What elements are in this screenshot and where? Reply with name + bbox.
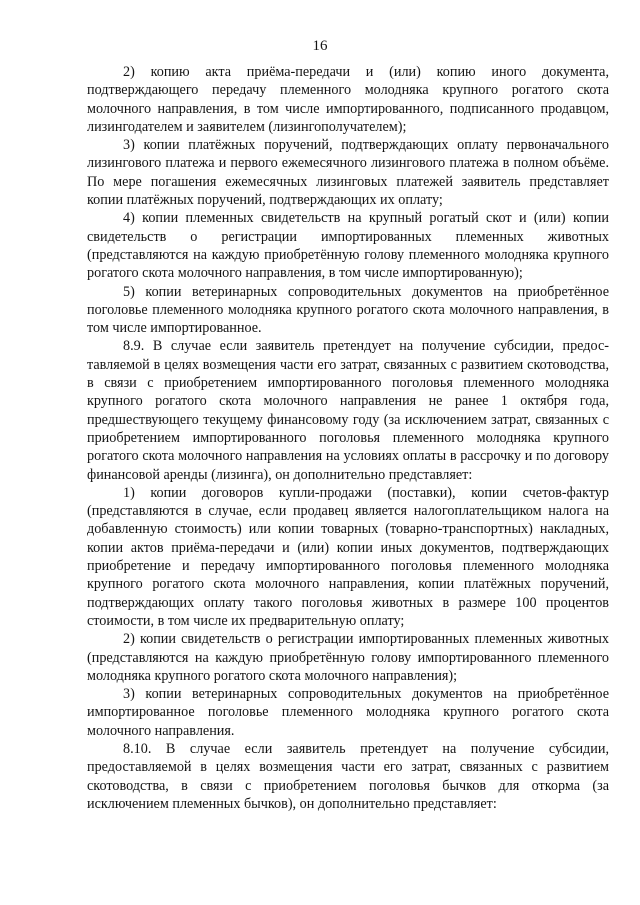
paragraph-8-9-item-1-contracts: 1) копии договоров купли-продажи (поставки), копии счетов-фактур (представляются в случае, если продавец является налогоплательщиком налога на добавленную стоимость) или копии товарных (товарно-транспортных) накладных, копии актов приёма-передачи и (или) копии иных документов, подтверждающих приобретение и передачу импортированного поголовья племенного молодняка крупного рогатого скота молочного направления, копии платёжных поручений, подтверждающих оплату такого поголовья животных в размере 100 процентов стоимости, в том числе их предварительную оплату; <box>87 484 609 629</box>
paragraph-8-9-item-2-registration: 2) копии свидетельств о регистрации импортированных племенных животных (представляются на каждую приобретённую голову импортированного племенного молодняка крупного рогатого скота молочного направления); <box>87 631 609 684</box>
paragraph-section-8-9: 8.9. В случае если заявитель претендует на получение субсидии, предоставляемой в целях возмещения части его затрат, связанных с развитием скотоводства, в связи с приобретением импортированного поголовья племенного молодняка крупного рогатого скота молочного направления не ранее 1 октября года, предшествующего текущему финансовому году (за исключением затрат, связанных с приобретением импортированного поголовья племенного молодняка крупного рогатого скота молочного направления на условиях оплаты в рассрочку и по договору финансовой аренды (лизинга), он дополнительно представляет: <box>87 338 609 483</box>
paragraph-item-5-veterinary-documents: 5) копии ветеринарных сопроводительных документов на приобретённое поголовье племенного молодняка крупного рогатого скота молочного направления, в том числе импортированное. <box>87 283 609 337</box>
paragraph-section-8-10: 8.10. В случае если заявитель претендует на получение субсидии, предоставляемой в целях возмещения части его затрат, связанных с развитием скотоводства, в связи с приобретением поголовья бычков для откорма (за исключением племенных бычков), он дополнительно представляет: <box>87 740 609 812</box>
document-body <box>87 63 609 813</box>
paragraph-8-9-item-3-veterinary: 3) копии ветеринарных сопроводительных документов на приобретённое импортированное поголовье племенного молодняка крупного рогатого скота молочного направления. <box>87 686 609 739</box>
paragraph-item-2-act: 2) копию акта приёма-передачи и (или) копию иного документа, подтверждающего передачу племенного молодняка крупного рогатого скота молочного направления, в том числе импортированного, подписанного продавцом, лизингодателем и заявителем (лизингополучателем); <box>87 64 609 135</box>
page-number: 16 <box>312 38 328 54</box>
paragraph-item-4-pedigree-certificates: 4) копии племенных свидетельств на крупный рогатый скот и (или) копии свидетельств о регистрации импортированных племенных животных (представляются на каждую приобретённую голову племенного молодняка крупного рогатого скота молочного направления, в том числе импортированную); <box>87 210 609 282</box>
paragraph-item-3-payment-orders: 3) копии платёжных поручений, подтверждающих оплату первоначального лизингового платежа и первого ежемесячного лизингового платежа в полном объёме. По мере погашения ежемесячных лизинговых платежей заявитель представляет копии платёжных поручений, подтверждающих их оплату; <box>87 137 609 209</box>
